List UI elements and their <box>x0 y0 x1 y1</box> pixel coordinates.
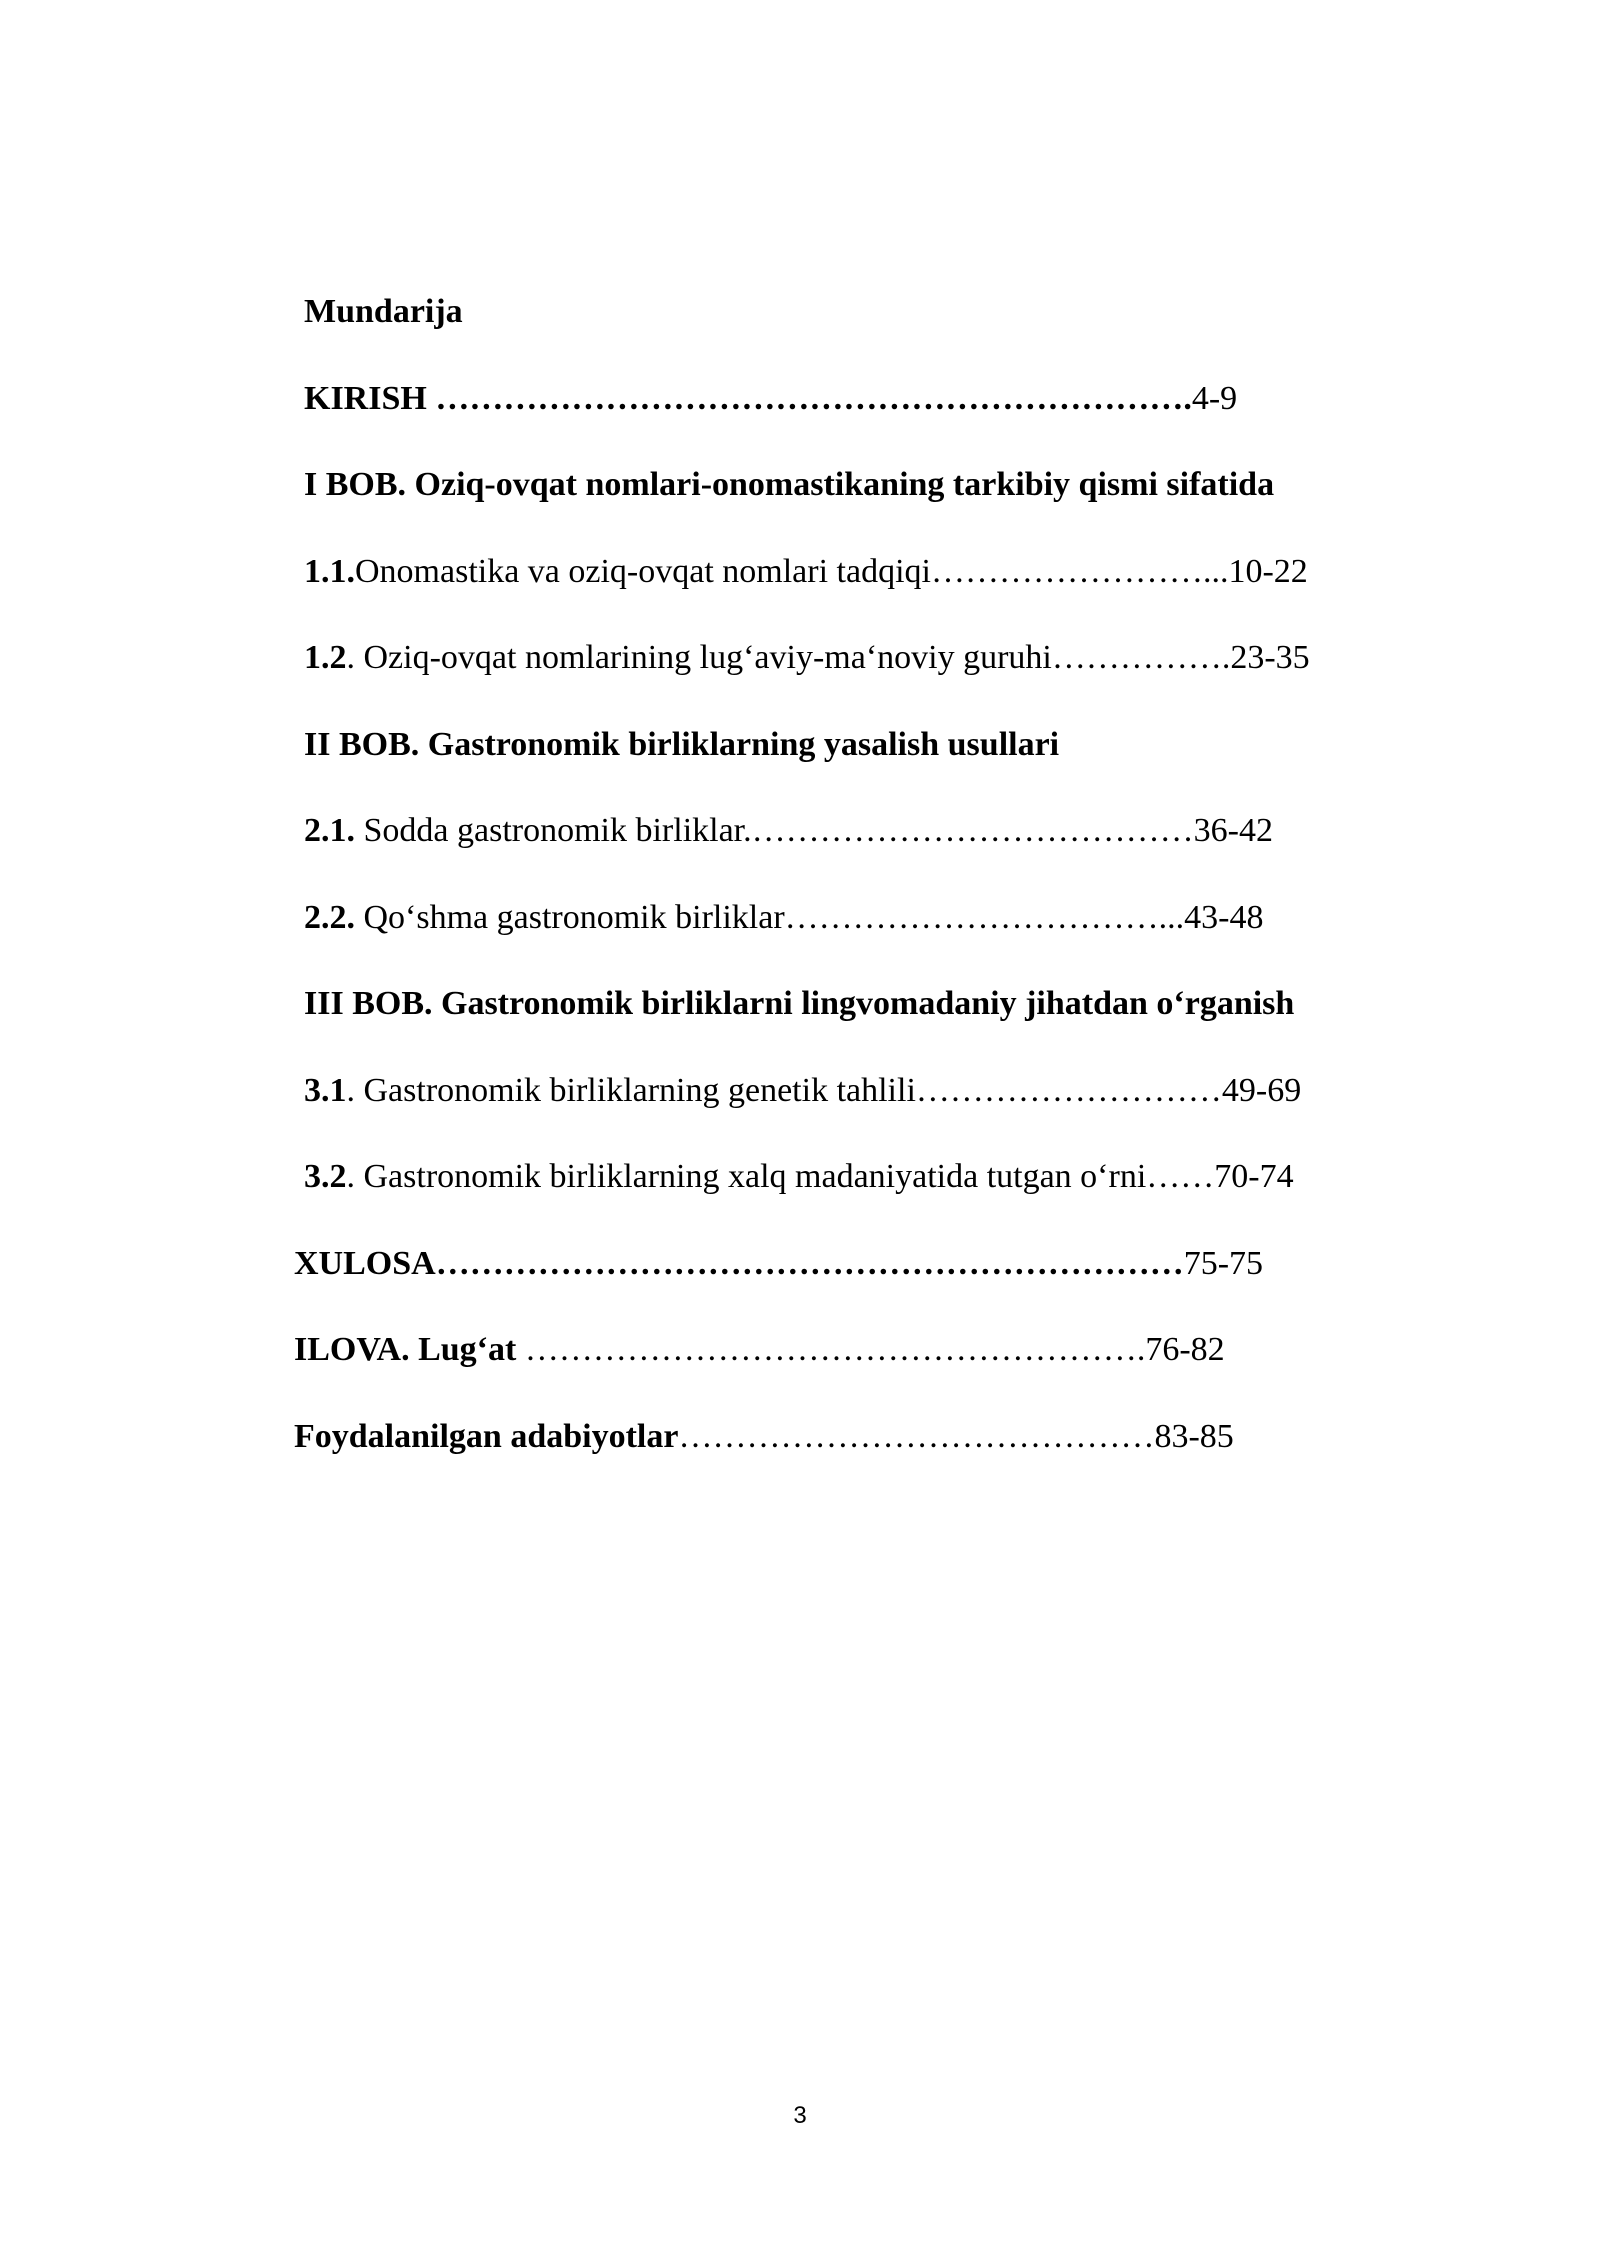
toc-chapter-3 <box>304 984 1294 1024</box>
toc-entry-pages: ……………………………………………….76-82 <box>516 1331 1225 1368</box>
toc-section-text: . Gastronomik birliklarning xalq madaniyatida tutgan o‘rni……70-74 <box>346 1158 1294 1195</box>
toc-entry-label: XULOSA………………………………………………………… <box>294 1245 1184 1282</box>
toc-section-text: Onomastika va oziq-ovqat nomlari tadqiqi……………………...10-22 <box>355 553 1308 590</box>
toc-section-number: 1.1. <box>304 553 355 590</box>
toc-entry-pages: ……………………………………83-85 <box>678 1418 1234 1455</box>
page-title: Mundarija <box>304 293 463 330</box>
toc-section-number: 3.1 <box>304 1072 347 1109</box>
toc-entry-ilova <box>294 1330 1225 1370</box>
toc-section-2-2 <box>304 898 1263 938</box>
toc-entry-label: KIRISH …………………………………………………………. <box>304 380 1192 417</box>
toc-section-number: 1.2 <box>304 639 347 676</box>
toc-section-1-2 <box>304 638 1310 678</box>
toc-entry-kirish <box>304 379 1237 419</box>
toc-entry-pages: 75-75 <box>1183 1245 1264 1282</box>
toc-chapter-label: II BOB. Gastronomik birliklarning yasalish usullari <box>304 726 1060 763</box>
toc-entry-label: ILOVA. Lug‘at <box>294 1331 517 1368</box>
toc-chapter-2 <box>304 725 1059 765</box>
toc-section-number: 2.1. <box>304 812 355 849</box>
toc-section-text: . Gastronomik birliklarning genetik tahlili………………………49-69 <box>346 1072 1302 1109</box>
toc-section-text: Qo‘shma gastronomik birliklar……………………………...43-48 <box>355 899 1264 936</box>
page-number: 3 <box>793 2102 807 2129</box>
toc-section-text: Sodda gastronomik birliklar.…………………………………36-42 <box>355 812 1273 849</box>
toc-section-2-1 <box>304 811 1273 851</box>
toc-section-1-1 <box>304 552 1308 592</box>
toc-entry-label: Foydalanilgan adabiyotlar <box>294 1418 679 1455</box>
toc-section-text: . Oziq-ovqat nomlarining lug‘aviy-ma‘noviy guruhi…………….23-35 <box>346 639 1310 676</box>
toc-section-number: 2.2. <box>304 899 355 936</box>
toc-chapter-label: I BOB. Oziq-ovqat nomlari-onomastikaning tarkibiy qismi sifatida <box>304 466 1275 503</box>
toc-section-number: 3.2 <box>304 1158 347 1195</box>
toc-entry-xulosa <box>294 1244 1263 1284</box>
toc-entry-pages: 4-9 <box>1191 380 1238 417</box>
toc-entry-adabiyotlar <box>294 1417 1234 1457</box>
toc-section-3-2 <box>304 1157 1294 1197</box>
toc-chapter-label: III BOB. Gastronomik birliklarni lingvomadaniy jihatdan o‘rganish <box>304 985 1295 1022</box>
toc-chapter-1 <box>304 465 1274 505</box>
toc-section-3-1 <box>304 1071 1301 1111</box>
